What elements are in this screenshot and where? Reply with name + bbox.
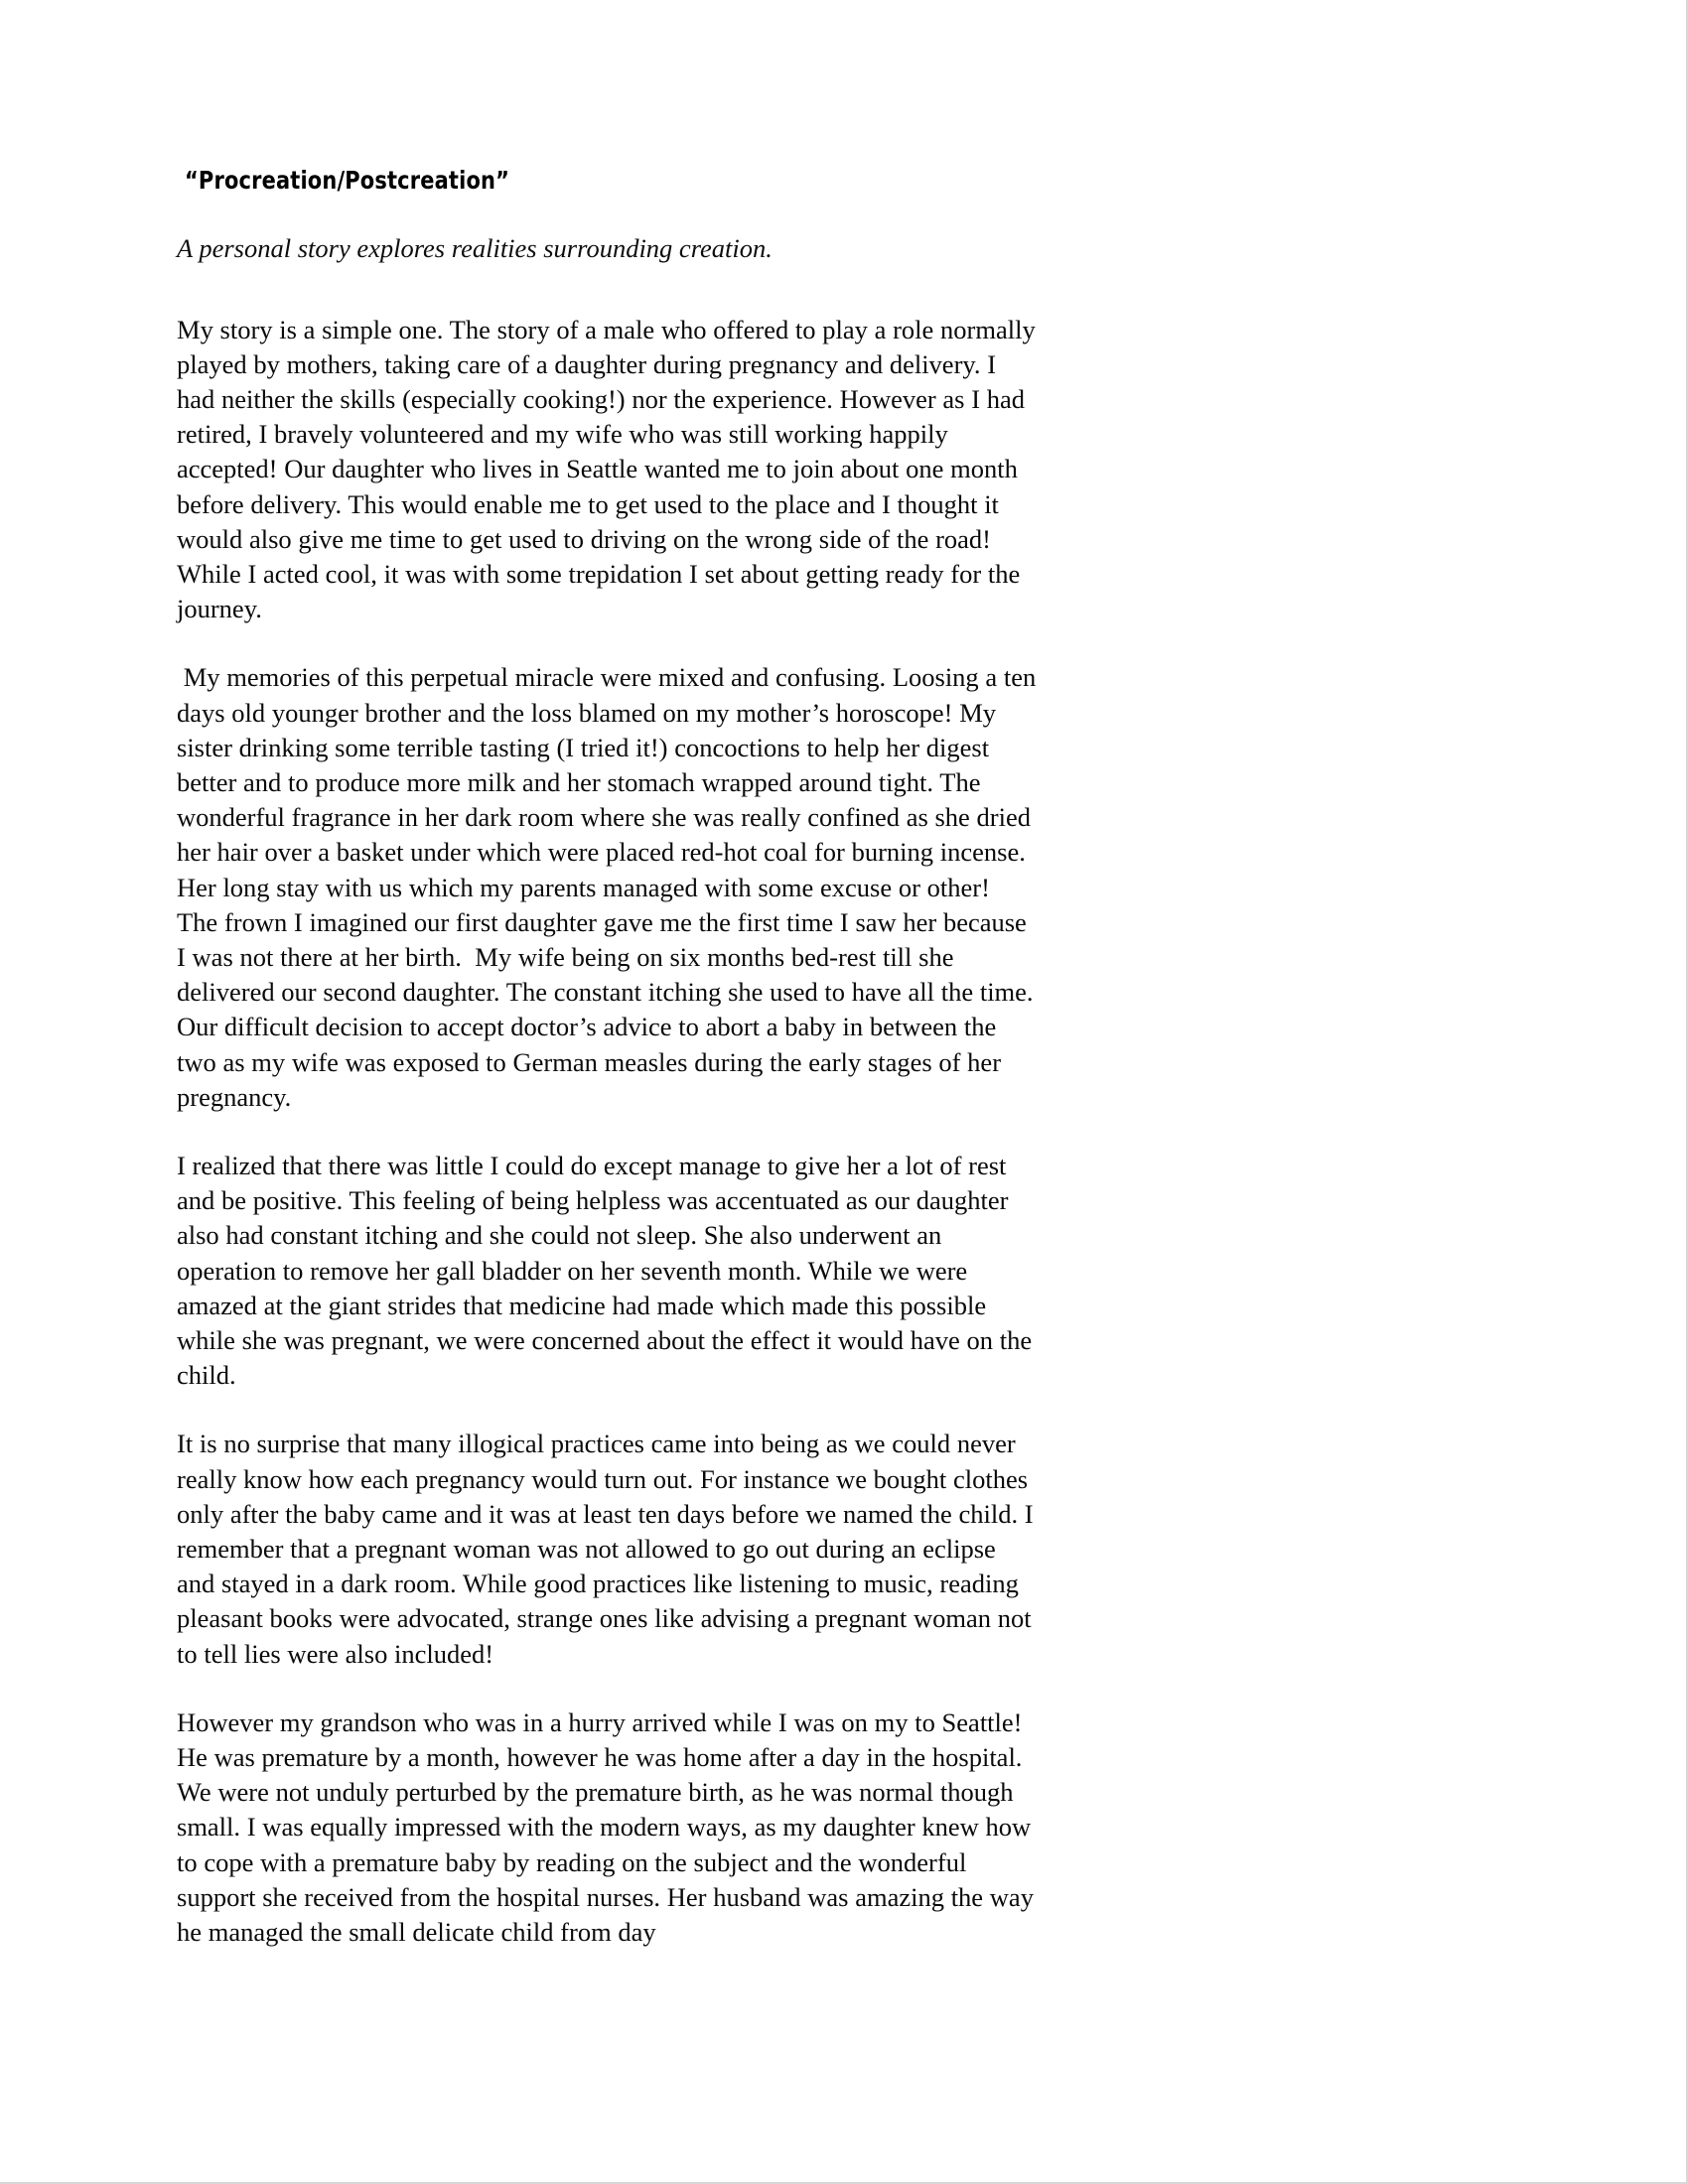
body-paragraph-list xyxy=(177,313,1043,1951)
body-paragraph: My story is a simple one. The story of a male who offered to play a role normally played by mothers, taking care of a daughter during pregnancy and delivery. I had neither the skills (especially cooking!) nor the experience. However as I had retired, I bravely volunteered and my wife who was still working happily accepted! Our daughter who lives in Seattle wanted me to join about one month before delivery. This would enable me to get used to the place and I thought it would also give me time to get used to driving on the wrong side of the road! While I acted cool, it was with some trepidation I set about getting ready for the journey. xyxy=(177,314,1043,624)
document-subtitle: A personal story explores realities surrounding creation. xyxy=(177,232,773,263)
body-paragraph: It is no surprise that many illogical practices came into being as we could never really know how each pregnancy would turn out. For instance we bought clothes only after the baby came and it was at least ten days before we named the child. I remember that a pregnant woman was not allowed to go out during an eclipse and stayed in a dark room. While good practices like listening to music, reading pleasant books were advocated, strange ones like advising a pregnant woman not to tell lies were also included! xyxy=(177,1429,1041,1669)
body-paragraph: My memories of this perpetual miracle were mixed and confusing. Loosing a ten days old younger brother and the loss blamed on my mother’s horoscope! My sister drinking some terrible tasting (I tried it!) concoctions to help her digest better and to produce more milk and her stomach wrapped around tight. The wonderful fragrance in her dark room where she was really confined as she dried her hair over a basket under which were placed red-hot coal for burning incense. Her long stay with us which my parents managed with some excuse or other! The frown I imagined our first daughter gave me the first time I saw her because I was not there at her birth. My wife being on six months bed-rest till she delivered our second daughter. The constant itching she used to have all the time. Our difficult decision to accept doctor’s advice to abort a baby in between the two as my wife was exposed to German measles during the early stages of her pregnancy. xyxy=(177,662,1043,1112)
body-paragraph: However my grandson who was in a hurry arrived while I was on my to Seattle! He was premature by a month, however he was home after a day in the hospital. We were not unduly perturbed by the premature birth, as he was normal though small. I was equally impressed with the modern ways, as my daughter knew how to cope with a premature baby by reading on the subject and the wonderful support she received from the hospital nurses. Her husband was amazing the way he managed the small delicate child from day xyxy=(177,1706,1041,1948)
document-text-column xyxy=(177,166,1043,1950)
body-paragraph: I realized that there was little I could do except manage to give her a lot of rest and be positive. This feeling of being helpless was accentuated as our daughter also had constant itching and she could not sleep. She also underwent an operation to remove her gall bladder on her seventh month. While we were amazed at the giant strides that medicine had made which made this possible while she was pregnant, we were concerned about the effect it would have on the child. xyxy=(177,1151,1039,1391)
page-title: “Procreation/Postcreation” xyxy=(185,166,510,195)
